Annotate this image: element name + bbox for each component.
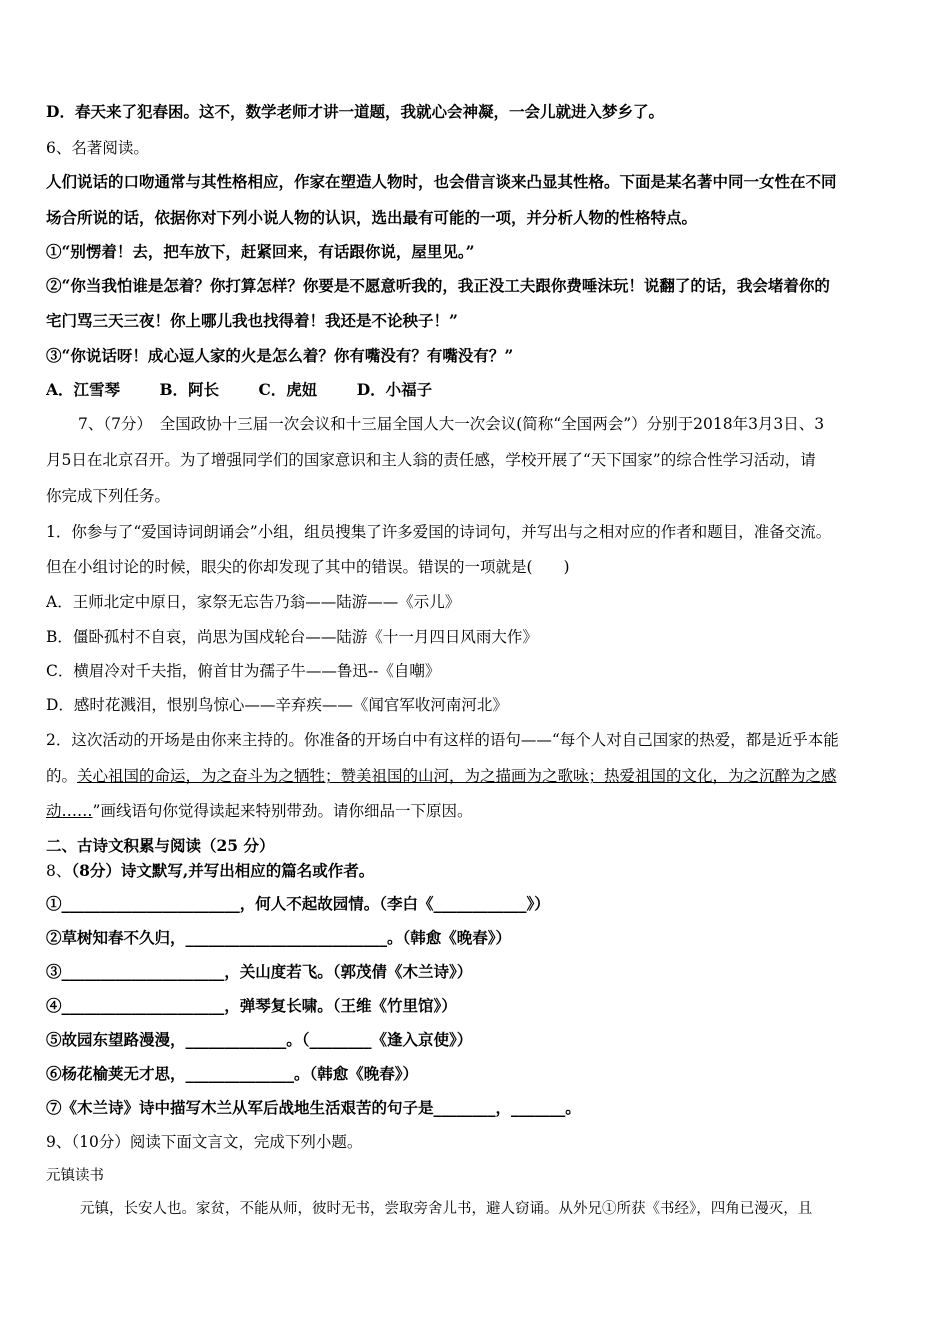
q7-option-b: B．僵卧孤村不自哀，尚思为国戍轮台——陆游《十一月四日风雨大作》 (46, 628, 538, 646)
fill-blank-5: ⑤故园东望路漫漫，_____________。（________《逢入京使》） (46, 1030, 473, 1049)
choice-b: B．阿长 (159, 380, 220, 399)
q7-option-a: A．王师北定中原日，家祭无忘告乃翁——陆游——《示儿》 (46, 593, 461, 611)
quote-2-line-1: ②“你当我怕谁是怎着？你打算怎样？你要是不愿意听我的，我正没工夫跟你费唾沫玩！说翻了的话，我会堵着你的 (46, 276, 830, 295)
fill-blank-2: ②草树知春不久归，__________________________。（韩愈《晚春》） (46, 928, 512, 947)
q8-number: 8、 (46, 862, 72, 880)
text-suffix: ”画线语句你觉得读起来特别带劲。请你细品一下原因。 (92, 802, 473, 820)
q6-choices (46, 380, 906, 400)
option-d-line: D．春天来了犯春困。这不，数学老师才讲一道题，我就心会神凝，一会儿就进入梦乡了。 (46, 102, 664, 121)
fill-blank-7: ⑦《木兰诗》诗中描写木兰从军后战地生活艰苦的句子是________，_______。 (46, 1098, 581, 1117)
underlined-sentence-end: 动…… (46, 802, 93, 820)
q7-task-2-line-1: 2．这次活动的开场是由你来主持的。你准备的开场白中有这样的语句——“每个人对自己国家的热爱，都是近乎本能 (46, 731, 839, 749)
question-6-heading: 6、名著阅读。 (46, 139, 149, 157)
question-9-heading: 9、（10分）阅读下面文言文，完成下列小题。 (46, 1133, 363, 1151)
choice-d: D．小福子 (356, 380, 433, 399)
underlined-sentence: 关心祖国的命运，为之奋斗为之牺牲；赞美祖国的山河，为之描画为之歌咏；热爱祖国的文化，为之沉醉为之感 (77, 767, 837, 785)
q7-intro-line-1: 7、（7分） 全国政协十三届一次会议和十三届全国人大一次会议(简称“全国两会”）分别于2018年3月3日、3 (78, 415, 825, 433)
q6-prompt-line-2: 场合所说的话，依据你对下列小说人物的认识，选出最有可能的一项，并分析人物的性格特点。 (46, 208, 698, 227)
q7-task-2-line-3 (46, 801, 906, 821)
passage-line-1: 元镇，长安人也。家贫，不能从师，彼时无书，尝取旁舍儿书，避人窃诵。从外兄①所获《书经》，四角已漫灭，且 (80, 1201, 813, 1217)
q6-prompt-line-1: 人们说话的口吻通常与其性格相应，作家在塑造人物时，也会借言谈来凸显其性格。下面是某名著中同一女性在不同 (46, 172, 837, 191)
fill-blank-6: ⑥杨花榆荚无才思，______________。（韩愈《晚春》） (46, 1064, 419, 1083)
q7-intro-line-2: 月5日在北京召开。为了增强同学们的国家意识和主人翁的责任感，学校开展了“天下国家”的综合性学习活动，请 (46, 451, 816, 469)
passage-title: 元镇读书 (46, 1168, 104, 1184)
quote-1: ①“别愣着！去，把车放下，赶紧回来，有话跟你说，屋里见。” (46, 242, 475, 261)
q7-task-2-line-2 (46, 766, 906, 786)
q7-option-c: C．横眉冷对千夫指，俯首甘为孺子牛——鲁迅--《自嘲》 (46, 662, 441, 680)
q8-instruction: （8分）诗文默写,并写出相应的篇名或作者。 (71, 861, 375, 880)
question-8-heading (46, 861, 906, 881)
quote-3: ③“你说话呀！成心逗人家的火是怎么着？你有嘴没有？有嘴没有？” (46, 346, 514, 365)
choice-c: C．虎妞 (258, 380, 318, 399)
q7-task-1-line-1: 1．你参与了“爱国诗词朗诵会”小组，组员搜集了许多爱国的诗词句，并写出与之相对应的作者和题目，准备交流。 (46, 523, 832, 541)
quote-2-line-2: 宅门骂三天三夜！你上哪儿我也找得着！我还是不论秧子！” (46, 311, 458, 330)
fill-blank-4: ④_____________________，弹琴复长啸。（王维《竹里馆》） (46, 996, 457, 1015)
fill-blank-3: ③_____________________，关山度若飞。（郭茂倩《木兰诗》） (46, 962, 473, 981)
q7-intro-line-3: 你完成下列任务。 (46, 487, 171, 505)
choice-a: A．江雪琴 (46, 380, 121, 399)
q7-task-1-line-2: 但在小组讨论的时候，眼尖的你却发现了其中的错误。错误的一项就是( ) (46, 558, 570, 576)
section-2-heading: 二、古诗文积累与阅读（25 分） (46, 836, 275, 855)
fill-blank-1: ①_______________________，何人不起故园情。（李白《____________》） (46, 894, 550, 913)
q7-option-d: D．感时花溅泪，恨别鸟惊心——辛弃疾——《闻官军收河南河北》 (46, 696, 508, 714)
text-prefix: 的。 (46, 767, 78, 785)
